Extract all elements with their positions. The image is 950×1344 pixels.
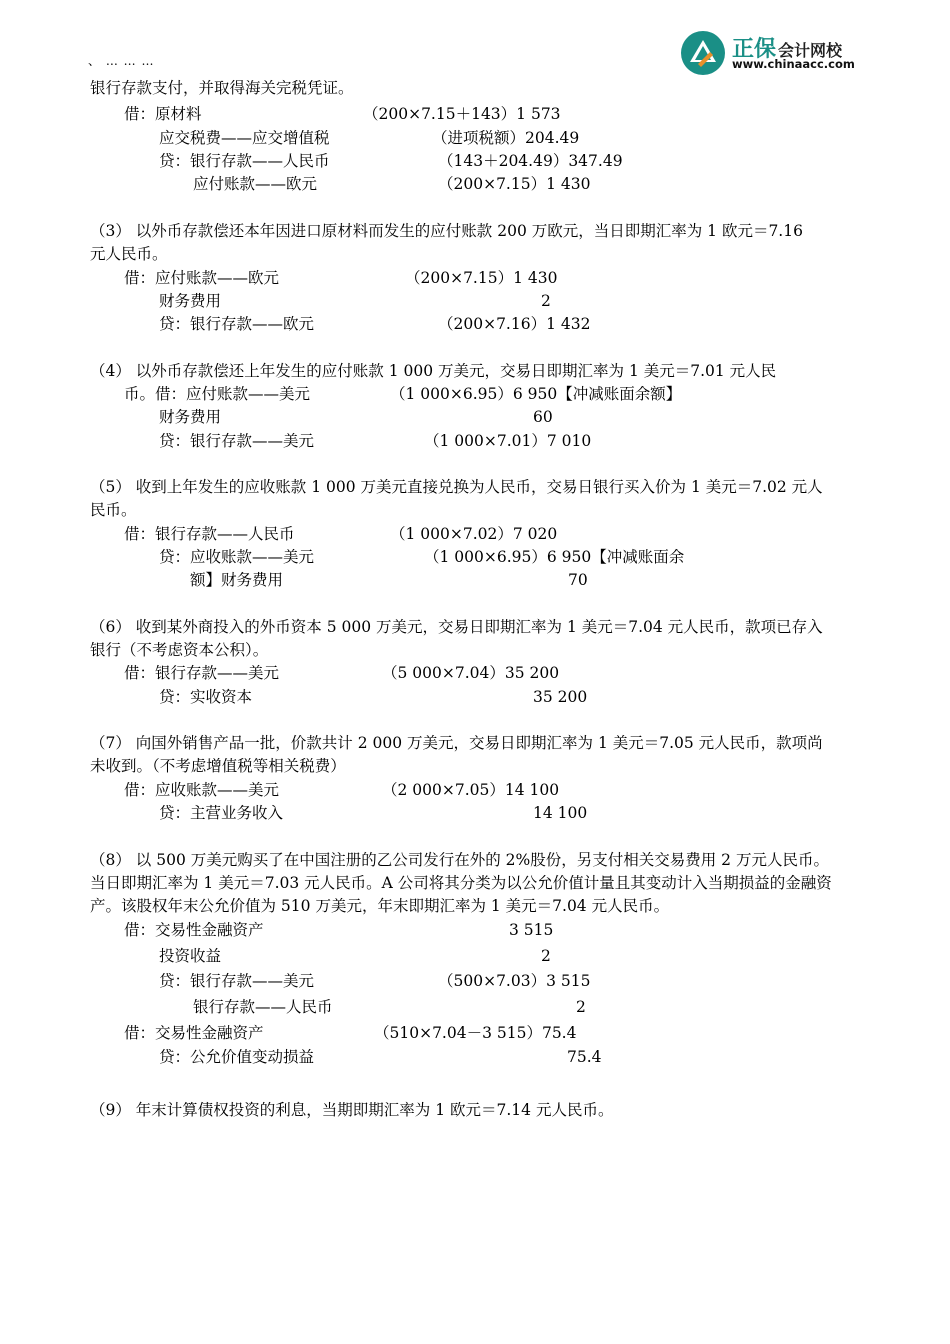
question-text: 当日即期汇率为 1 美元＝7.03 元人民币。A 公司将其分类为以公允价值计量且其变动计入当期损益的金融资 xyxy=(90,874,832,892)
amount-calc: （510×7.04－3 515）75.4 xyxy=(374,1024,577,1042)
amount-calc: （1 000×7.02）7 020 xyxy=(390,525,558,543)
cut-off-text: 、 … … … xyxy=(88,54,155,68)
question-text: 产。该股权年末公允价值为 510 万美元，年末即期汇率为 1 美元＝7.04 元人民币。 xyxy=(90,897,670,915)
debit-account: 借：交易性金融资产 xyxy=(124,1024,264,1042)
credit-account: 应付账款——欧元 xyxy=(193,175,318,193)
amount-calc: （2 000×7.05）14 100 xyxy=(382,781,560,799)
logo-emblem-icon xyxy=(680,30,726,76)
amount-calc: （200×7.15）1 430 xyxy=(438,175,591,193)
amount-value: 3 515 xyxy=(509,921,554,939)
logo-name: 正保 会计网校 xyxy=(732,37,843,62)
amount-calc: （进项税额）204.49 xyxy=(432,129,580,147)
amount-calc: （143＋204.49）347.49 xyxy=(438,152,623,170)
debit-account: 财务费用 xyxy=(159,292,222,310)
debit-account: 借：应收账款——美元 xyxy=(124,781,280,799)
amount-value: 2 xyxy=(541,947,551,965)
amount-value: 2 xyxy=(576,998,586,1016)
debit-account: 借：银行存款——美元 xyxy=(124,664,280,682)
question-text: 元人民币。 xyxy=(90,245,168,263)
question-text: （7） 向国外销售产品一批，价款共计 2 000 万美元，交易日即期汇率为 1 美元＝7.05 元人民币，款项尚 xyxy=(90,734,823,752)
amount-calc: （5 000×7.04）35 200 xyxy=(382,664,560,682)
question-text: （8） 以 500 万美元购买了在中国注册的乙公司发行在外的 2%股份，另支付相关交易费用 2 万元人民币。 xyxy=(90,851,829,869)
debit-account: 币。借：应付账款——美元 xyxy=(124,385,311,403)
question-text: （9） 年末计算债权投资的利息，当期即期汇率为 1 欧元＝7.14 元人民币。 xyxy=(90,1101,614,1119)
amount-calc: （1 000×6.95）6 950【冲减账面余额】 xyxy=(390,385,682,403)
amount-calc: （200×7.15）1 430 xyxy=(405,269,558,287)
amount-value: 70 xyxy=(568,571,588,589)
debit-account: 额】财务费用 xyxy=(190,571,284,589)
brand-logo xyxy=(680,30,870,76)
debit-account: 投资收益 xyxy=(159,947,222,965)
amount-value: 75.4 xyxy=(567,1048,602,1066)
amount-calc: （1 000×6.95）6 950【冲减账面余 xyxy=(424,548,685,566)
logo-url: www.chinaacc.com xyxy=(732,57,855,71)
amount-calc: （200×7.15＋143）1 573 xyxy=(363,105,561,123)
credit-account: 贷：银行存款——美元 xyxy=(159,972,315,990)
credit-account: 贷：银行存款——美元 xyxy=(159,432,315,450)
question-text: （3） 以外币存款偿还本年因进口原材料而发生的应付账款 200 万欧元，当日即期汇率为 1 欧元＝7.16 xyxy=(90,222,803,240)
amount-calc: （500×7.03）3 515 xyxy=(438,972,591,990)
credit-account: 贷：实收资本 xyxy=(159,688,253,706)
credit-account: 贷：银行存款——欧元 xyxy=(159,315,315,333)
text-line: 银行存款支付，并取得海关完税凭证。 xyxy=(90,79,354,97)
amount-value: 14 100 xyxy=(533,804,588,822)
amount-value: 35 200 xyxy=(533,688,588,706)
question-text: 民币。 xyxy=(90,501,137,519)
credit-account: 贷：应收账款——美元 xyxy=(159,548,315,566)
credit-account: 贷：主营业务收入 xyxy=(159,804,284,822)
credit-account: 贷：公允价值变动损益 xyxy=(159,1048,315,1066)
credit-account: 银行存款——人民币 xyxy=(193,998,333,1016)
question-text: （4） 以外币存款偿还上年发生的应付账款 1 000 万美元，交易日即期汇率为 1 美元＝7.01 元人民 xyxy=(90,362,777,380)
debit-account: 应交税费——应交增值税 xyxy=(159,129,330,147)
question-text: （5） 收到上年发生的应收账款 1 000 万美元直接兑换为人民币，交易日银行买入价为 1 美元＝7.02 元人 xyxy=(90,478,823,496)
amount-value: 2 xyxy=(541,292,551,310)
debit-account: 借：交易性金融资产 xyxy=(124,921,264,939)
question-text: 银行（不考虑资本公积）。 xyxy=(90,641,269,659)
amount-calc: （200×7.16）1 432 xyxy=(438,315,591,333)
debit-account: 借：应付账款——欧元 xyxy=(124,269,280,287)
amount-calc: （1 000×7.01）7 010 xyxy=(424,432,592,450)
debit-account: 借：原材料 xyxy=(124,105,202,123)
debit-account: 借：银行存款——人民币 xyxy=(124,525,295,543)
amount-value: 60 xyxy=(533,408,553,426)
credit-account: 贷：银行存款——人民币 xyxy=(159,152,330,170)
question-text: （6） 收到某外商投入的外币资本 5 000 万美元，交易日即期汇率为 1 美元＝7.04 元人民币，款项已存入 xyxy=(90,618,823,636)
question-text: 未收到。（不考虑增值税等相关税费） xyxy=(90,757,346,775)
debit-account: 财务费用 xyxy=(159,408,222,426)
